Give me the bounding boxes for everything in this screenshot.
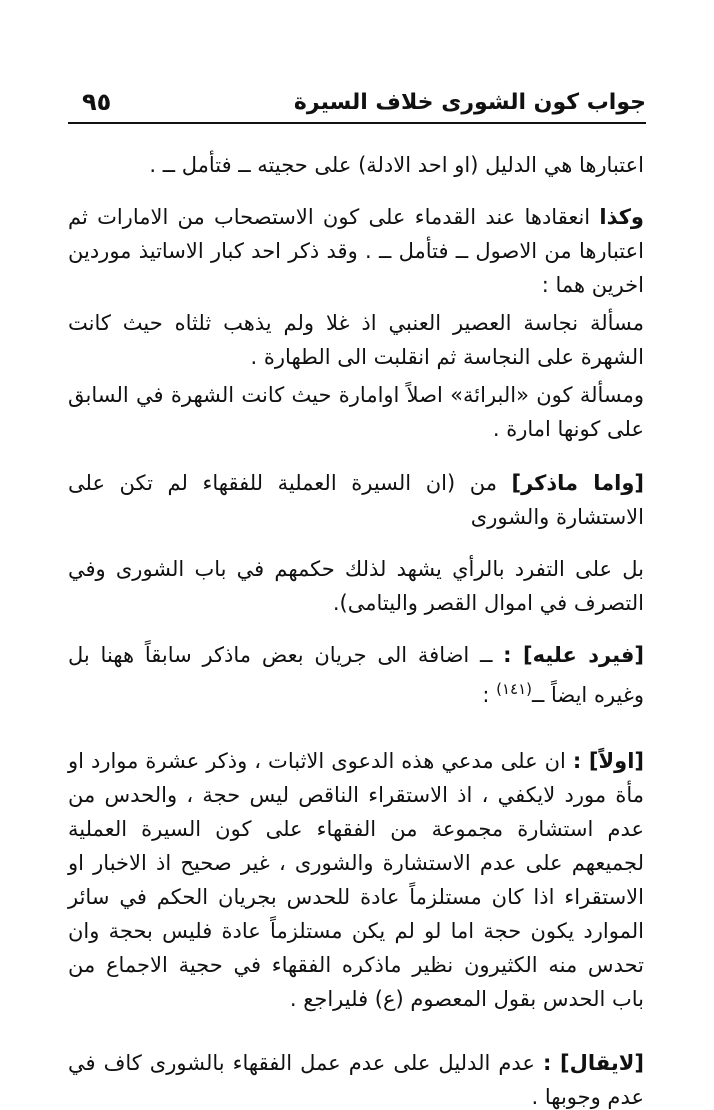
footnote-mark: (١٤١) (496, 680, 532, 698)
paragraph-5-text: من (ان السيرة العملية للفقهاء لم تكن على الاستشارة والشورى (68, 471, 644, 529)
running-title: جواب كون الشورى خلاف السيرة (293, 90, 646, 115)
paragraph-7-text: ــ اضافة الى جريان بعض ماذكر سابقاً ههنا بل وغيره ايضاً ــ (68, 643, 644, 707)
paragraph-1-text: اعتبارها هي الدليل (او احد الادلة) على حجيته ــ فتأمل ــ . (149, 153, 644, 177)
paragraph-7-lead: [فيرد عليه] : (503, 643, 644, 667)
paragraph-2 (68, 200, 644, 302)
body-text (68, 148, 644, 1110)
paragraph-6 (68, 552, 644, 620)
paragraph-8-text: ان على مدعي هذه الدعوى الاثبات ، وذكر عشرة موارد او مأة مورد لايكفي ، اذ الاستقراء الناقص ليس حجة ، والحدس من عدم استشارة مجموعة من الفقهاء على كون السيرة العملية لجميعهم على عدم الاستشارة والشورى ، غير صحيح اذ الاخبار او الاستقراء اذا كان مستلزماً عادة للحدس بجريان الحكم في سائر الموارد يكون حجة اما لو لم يكن مستلزماً عادة فليس بحجة وان تحدس منه الكثيرون نظير ماذكره الفقهاء في حجية الاجماع من باب الحدس بقول المعصوم (ع) فليراجع . (68, 749, 644, 1011)
paragraph-7 (68, 638, 644, 712)
paragraph-4-text: ومسألة كون «البرائة» اصلاً اوامارة حيث كانت الشهرة في السابق على كونها امارة . (68, 383, 644, 441)
page-header (68, 86, 646, 124)
paragraph-7-tail: : (482, 683, 497, 707)
paragraph-3 (68, 306, 644, 374)
paragraph-9 (68, 1046, 644, 1110)
paragraph-8 (68, 744, 644, 1016)
paragraph-8-lead: [اولاً] : (572, 749, 644, 773)
paragraph-2-text: انعقادها عند القدماء على كون الاستصحاب من الامارات ثم اعتبارها من الاصول ــ فتأمل ــ . وقد ذكر احد كبار الاساتيذ موردين اخرين هما : (68, 205, 644, 297)
paragraph-4 (68, 378, 644, 446)
paragraph-5 (68, 466, 644, 534)
paragraph-5-lead: [واما ماذكر] (511, 471, 644, 495)
paragraph-6-text: بل على التفرد بالرأي يشهد لذلك حكمهم في باب الشورى وفي التصرف في اموال القصر واليتامى). (68, 557, 644, 615)
paragraph-9-lead: [لايقال] : (542, 1051, 644, 1075)
page-number: ٩٥ (82, 88, 112, 116)
paragraph-3-text: مسألة نجاسة العصير العنبي اذ غلا ولم يذهب ثلثاه حيث كانت الشهرة على النجاسة ثم انقلبت الى الطهارة . (68, 311, 644, 369)
paragraph-2-lead: وكذا (599, 205, 644, 229)
paragraph-1 (68, 148, 644, 182)
paragraph-9-text: عدم الدليل على عدم عمل الفقهاء بالشورى كاف في عدم وجوبها . (68, 1051, 644, 1109)
